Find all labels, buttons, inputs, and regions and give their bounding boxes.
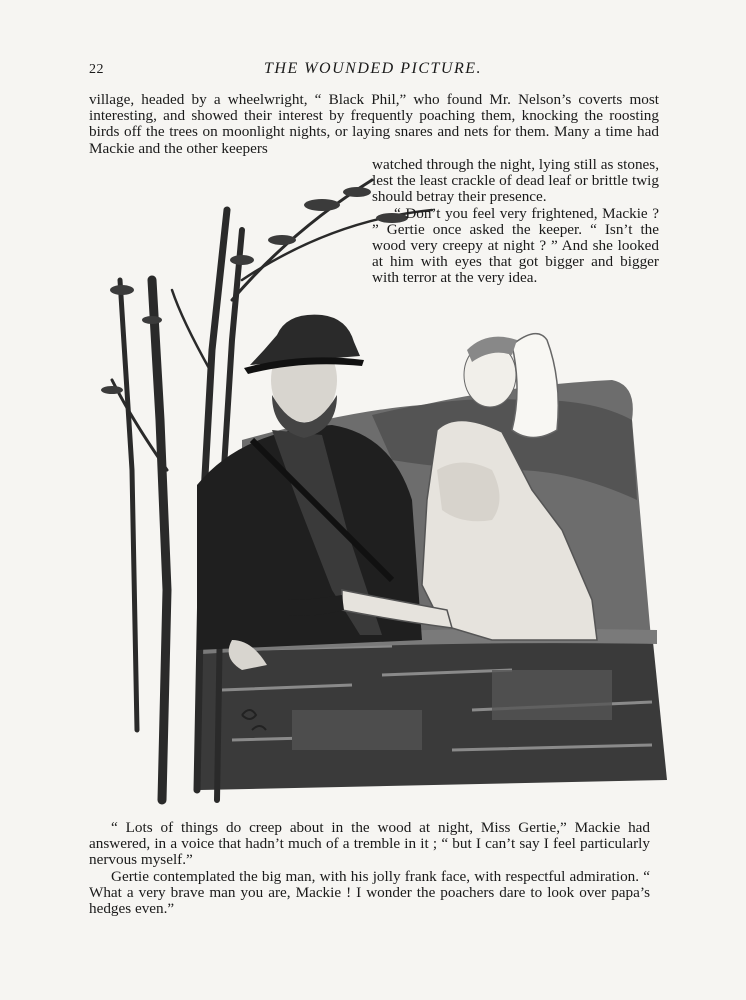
text-block-bottom (89, 820, 650, 917)
paragraph-gertie-question: “ Don’t you feel very frightened, Mackie ? ” Gertie once asked the keeper. “ Isn’t the wood very creepy at night ? ” And she looked at him with eyes that got bigger and bigger with terror at the very idea. (372, 204, 659, 287)
text-block-top (89, 92, 659, 157)
paragraph-mackie-answer: “ Lots of things do creep about in the wood at night, Miss Gertie,” Mackie had answered, in a voice that hadn’t much of a tremble in it ; “ but I can’t say I feel particularly nervous myself.” (89, 819, 650, 869)
text-block-side (372, 157, 659, 287)
page-header (0, 60, 746, 84)
paragraph-keepers-watch: watched through the night, lying still as stones, lest the least crackle of dead leaf or brittle twig should betray their presence. (372, 156, 659, 206)
paragraph-gertie-admiration: Gertie contemplated the big man, with his jolly frank face, with respectful admiration. “ What a very brave man you are, Mackie ! I wonder the poachers dare to look over papa’s hedges even.” (89, 867, 650, 918)
paragraph-continuation: village, headed by a wheelwright, “ Black Phil,” who found Mr. Nelson’s coverts most interesting, and showed their interest by frequently poaching them, knocking the roosting birds off the trees on moonlight nights, or laying snares and nets for them. Many a time had Mackie and the other keepers (89, 91, 659, 157)
page-number: 22 (89, 62, 104, 77)
running-title: THE WOUNDED PICTURE. (264, 60, 482, 77)
